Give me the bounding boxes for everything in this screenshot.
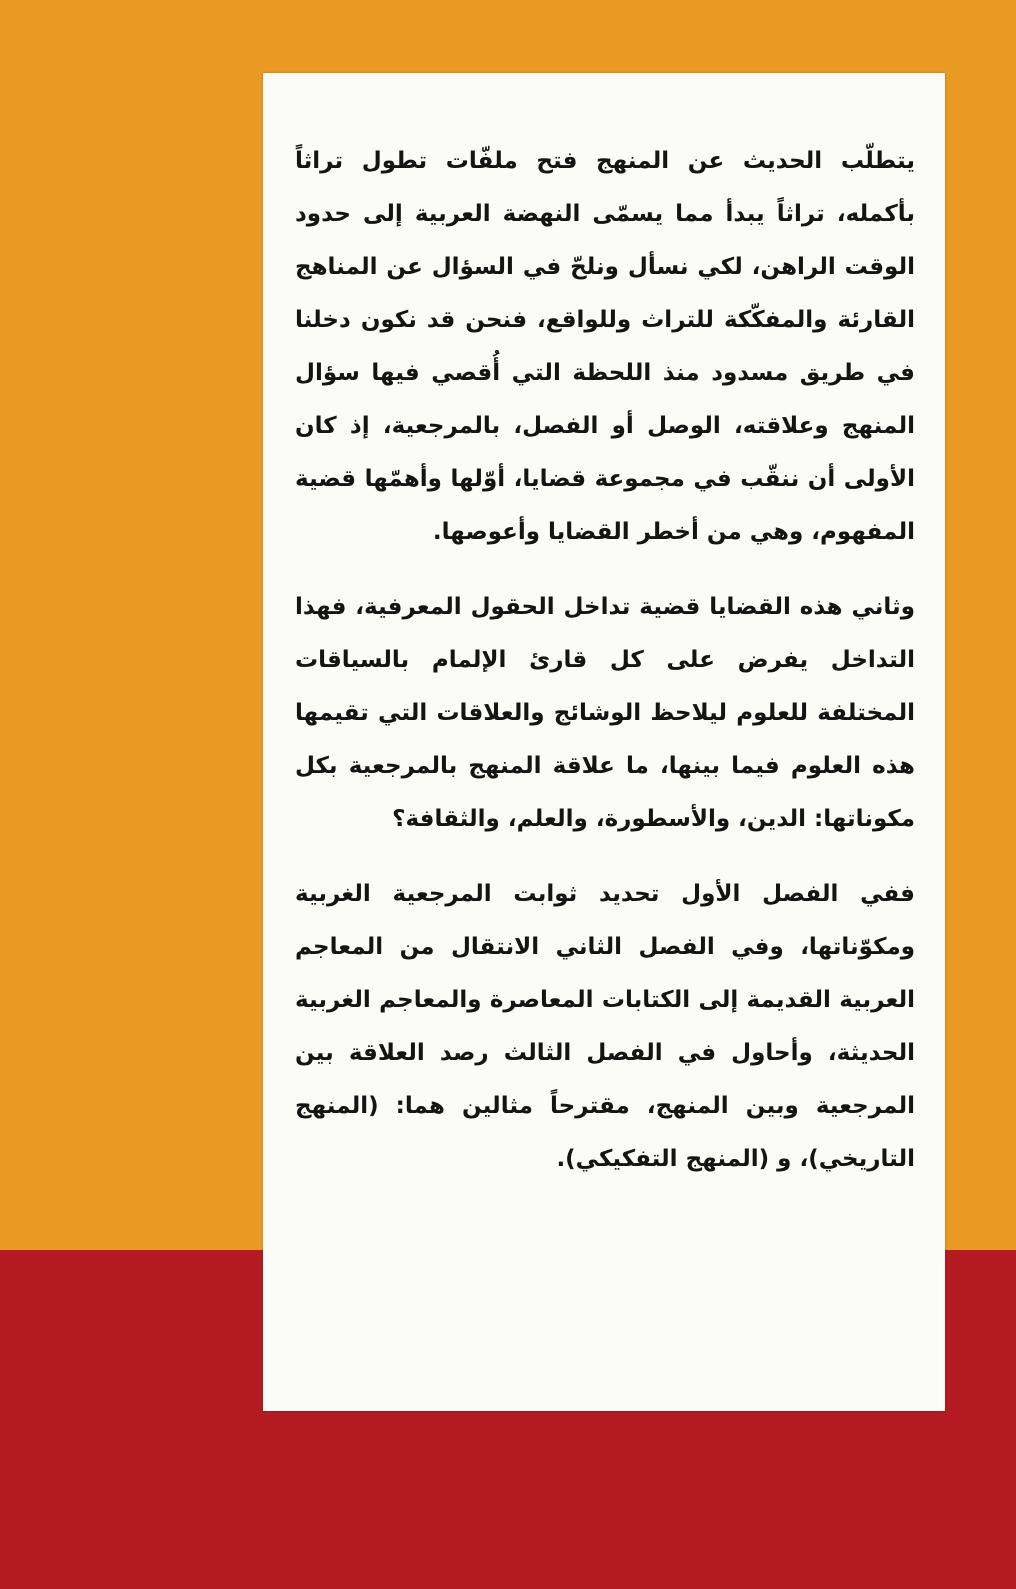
paragraph-2: وثاني هذه القضايا قضية تداخل الحقول المعرفية، فهذا التداخل يفرض على كل قارئ الإلمام بالسياقات المختلفة للعلوم ليلاحظ الوشائج والعلاقات التي تقيمها هذه العلوم فيما بينها، ما علاقة المنهج بالمرجعية بكل مكوناتها: الدين، والأسطورة، والعلم، والثقافة؟ xyxy=(295,594,915,832)
paragraph-1: يتطلّب الحديث عن المنهج فتح ملفّات تطول تراثاً بأكمله، تراثاً يبدأ مما يسمّى النهضة العربية إلى حدود الوقت الراهن، لكي نسأل ونلحّ في السؤال عن المناهج القارئة والمفكّكة للتراث وللواقع، فنحن قد نكون دخلنا في طريق مسدود منذ اللحظة التي أُقصي فيها سؤال المنهج وعلاقته، الوصل أو الفصل، بالمرجعية، إذ كان الأولى أن ننقّب في مجموعة قضايا، أوّلها وأهمّها قضية المفهوم، وهي من أخطر القضايا وأعوصها. xyxy=(295,148,915,545)
text-panel xyxy=(263,73,945,1411)
blurb-text xyxy=(295,135,915,1208)
paragraph-3: ففي الفصل الأول تحديد ثوابت المرجعية الغربية ومكوّناتها، وفي الفصل الثاني الانتقال من المعاجم العربية القديمة إلى الكتابات المعاصرة والمعاجم الغربية الحديثة، وأحاول في الفصل الثالث رصد العلاقة بين المرجعية وبين المنهج، مقترحاً مثالين هما: (المنهج التاريخي)، و (المنهج التفكيكي). xyxy=(295,881,915,1172)
